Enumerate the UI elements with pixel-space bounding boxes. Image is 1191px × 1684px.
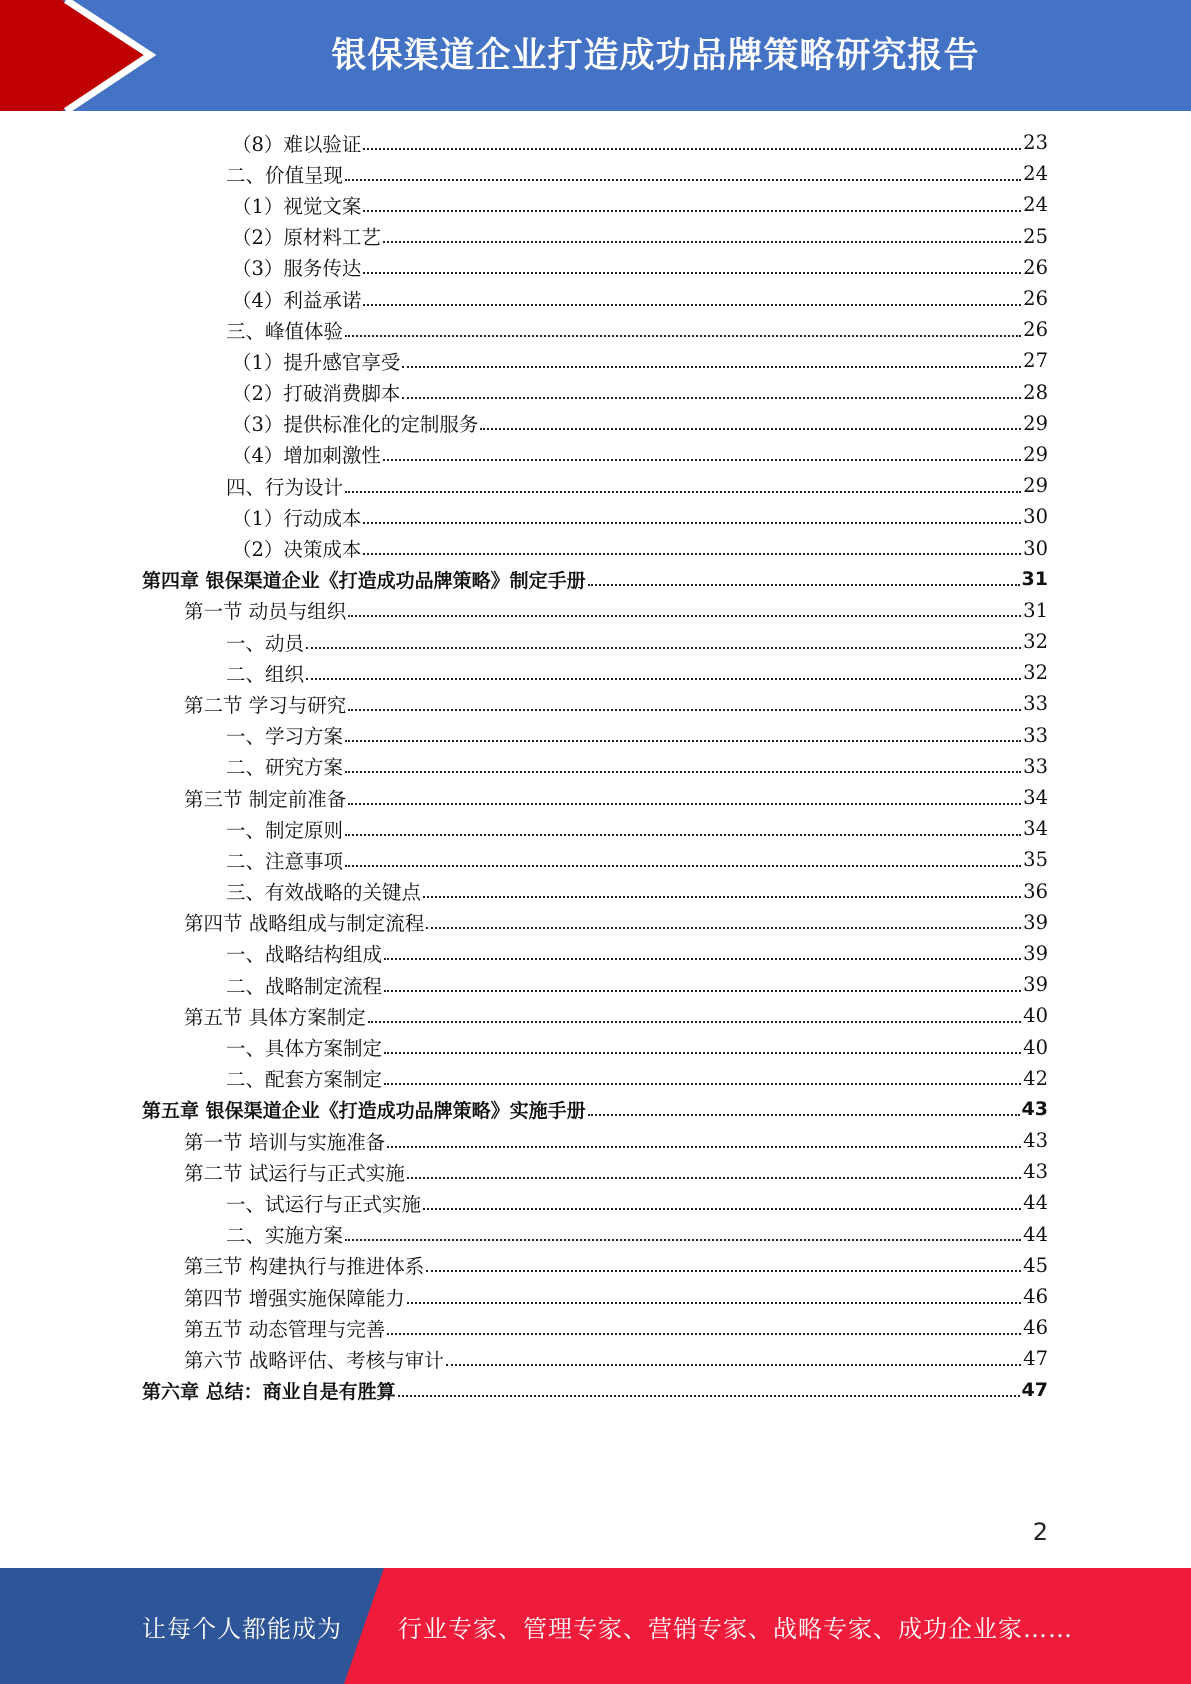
toc-entry-title: 二、研究方案 <box>226 756 344 780</box>
toc-entry-title: 二、注意事项 <box>226 849 344 873</box>
toc-entry-title: （1）行动成本 <box>232 506 362 530</box>
toc-entry-page: 29 <box>1023 442 1048 466</box>
toc-entry[interactable] <box>142 688 1048 719</box>
toc-dot-leader <box>480 428 1021 430</box>
toc-entry-page: 23 <box>1023 131 1048 155</box>
toc-entry[interactable] <box>142 1031 1048 1062</box>
toc-entry[interactable] <box>142 1343 1048 1374</box>
toc-entry-page: 30 <box>1023 505 1048 529</box>
toc-entry-page: 44 <box>1023 1222 1048 1246</box>
toc-dot-leader <box>363 304 1021 306</box>
toc-dot-leader <box>348 615 1021 617</box>
toc-dot-leader <box>446 1364 1021 1366</box>
toc-entry[interactable] <box>142 252 1048 283</box>
toc-dot-leader <box>306 647 1021 649</box>
toc-entry[interactable] <box>142 127 1048 158</box>
toc-entry-title: 四、行为设计 <box>226 475 344 499</box>
footer-slogan-left: 让每个人都能成为 <box>142 1614 342 1643</box>
toc-dot-leader <box>345 771 1021 773</box>
toc-entry[interactable] <box>142 657 1048 688</box>
toc-entry-title: 一、动员 <box>226 631 305 655</box>
toc-dot-leader <box>426 927 1021 929</box>
toc-entry-title: 一、战略结构组成 <box>226 943 383 967</box>
page-header <box>0 0 1191 111</box>
toc-dot-leader <box>345 740 1021 742</box>
page-footer <box>0 1568 1191 1684</box>
toc-entry[interactable] <box>142 221 1048 252</box>
toc-dot-leader <box>423 896 1021 898</box>
toc-dot-leader <box>387 1146 1021 1148</box>
toc-entry[interactable] <box>142 501 1048 532</box>
toc-entry-page: 43 <box>1023 1129 1048 1153</box>
toc-entry-page: 40 <box>1023 1035 1048 1059</box>
toc-entry-title: （2）打破消费脚本 <box>232 382 401 406</box>
toc-entry[interactable] <box>142 1063 1048 1094</box>
toc-entry-page: 30 <box>1023 536 1048 560</box>
toc-dot-leader <box>306 678 1021 680</box>
toc-entry-page: 31 <box>1021 568 1048 591</box>
toc-entry-title: 二、战略制定流程 <box>226 974 383 998</box>
toc-dot-leader <box>368 1021 1021 1023</box>
toc-entry-page: 47 <box>1021 1379 1048 1402</box>
toc-entry-page: 34 <box>1023 786 1048 810</box>
toc-entry[interactable] <box>142 1281 1048 1312</box>
toc-entry-page: 36 <box>1023 879 1048 903</box>
toc-entry-title: 第三节 构建执行与推进体系 <box>184 1255 425 1279</box>
toc-dot-leader <box>426 1270 1021 1272</box>
toc-entry-title: 三、有效战略的关键点 <box>226 881 422 905</box>
toc-dot-leader <box>407 1302 1021 1304</box>
toc-entry-page: 31 <box>1023 598 1048 622</box>
toc-entry-title: 第六节 战略评估、考核与审计 <box>184 1348 444 1372</box>
toc-entry-page: 26 <box>1023 287 1048 311</box>
toc-dot-leader <box>588 1114 1020 1116</box>
toc-dot-leader <box>384 990 1021 992</box>
toc-dot-leader <box>402 366 1021 368</box>
toc-entry[interactable] <box>142 1156 1048 1187</box>
toc-entry-title: 二、实施方案 <box>226 1224 344 1248</box>
toc-entry-title: （1）提升感官享受 <box>232 350 401 374</box>
toc-dot-leader <box>363 522 1021 524</box>
toc-entry-title: 一、试运行与正式实施 <box>226 1192 422 1216</box>
toc-entry-page: 33 <box>1023 754 1048 778</box>
toc-entry[interactable] <box>142 1125 1048 1156</box>
toc-entry-page: 33 <box>1023 692 1048 716</box>
toc-entry[interactable] <box>142 720 1048 751</box>
toc-entry[interactable] <box>142 907 1048 938</box>
toc-dot-leader <box>384 1083 1021 1085</box>
toc-entry-title: 二、组织 <box>226 662 305 686</box>
toc-entry-page: 40 <box>1023 1004 1048 1028</box>
toc-entry-title: （3）服务传达 <box>232 257 362 281</box>
toc-entry[interactable] <box>142 938 1048 969</box>
toc-entry-page: 39 <box>1023 910 1048 934</box>
toc-entry-title: 一、学习方案 <box>226 725 344 749</box>
toc-entry-page: 45 <box>1023 1253 1048 1277</box>
toc-entry-title: 三、峰值体验 <box>226 319 344 343</box>
toc-entry-title: 第三节 制定前准备 <box>184 787 347 811</box>
toc-entry[interactable] <box>142 969 1048 1000</box>
toc-entry-page: 24 <box>1023 162 1048 186</box>
toc-dot-leader <box>384 958 1021 960</box>
toc-entry[interactable] <box>142 439 1048 470</box>
toc-entry-title: 第四节 战略组成与制定流程 <box>184 912 425 936</box>
toc-entry-title: （8）难以验证 <box>232 132 362 156</box>
toc-entry-title: （4）利益承诺 <box>232 288 362 312</box>
toc-entry-page: 46 <box>1023 1316 1048 1340</box>
toc-dot-leader <box>402 397 1021 399</box>
toc-dot-leader <box>345 179 1021 181</box>
toc-dot-leader <box>588 584 1020 586</box>
toc-entry-title: （2）决策成本 <box>232 538 362 562</box>
toc-dot-leader <box>387 1333 1021 1335</box>
toc-entry[interactable] <box>142 470 1048 501</box>
toc-dot-leader <box>383 459 1021 461</box>
toc-dot-leader <box>383 241 1021 243</box>
toc-entry[interactable] <box>142 844 1048 875</box>
table-of-contents <box>142 127 1048 1406</box>
toc-entry[interactable] <box>142 189 1048 220</box>
toc-entry-page: 34 <box>1023 817 1048 841</box>
toc-entry-title: 二、配套方案制定 <box>226 1068 383 1092</box>
toc-entry-title: （3）提供标准化的定制服务 <box>232 413 479 437</box>
toc-entry-page: 44 <box>1023 1191 1048 1215</box>
toc-entry-title: （2）原材料工艺 <box>232 226 381 250</box>
toc-dot-leader <box>407 1177 1021 1179</box>
toc-entry-title: 第六章 总结：商业自是有胜算 <box>142 1380 396 1403</box>
toc-entry-page: 28 <box>1023 380 1048 404</box>
toc-dot-leader <box>398 1395 1020 1397</box>
toc-entry-page: 43 <box>1021 1098 1048 1121</box>
toc-dot-leader <box>363 210 1021 212</box>
toc-dot-leader <box>384 1052 1021 1054</box>
toc-entry-page: 27 <box>1023 349 1048 373</box>
toc-entry-title: 第四节 增强实施保障能力 <box>184 1286 405 1310</box>
toc-entry[interactable] <box>142 1000 1048 1031</box>
toc-entry[interactable] <box>142 1375 1048 1406</box>
report-title: 银保渠道企业打造成功品牌策略研究报告 <box>331 35 980 76</box>
toc-entry[interactable] <box>142 813 1048 844</box>
toc-entry-page: 46 <box>1023 1285 1048 1309</box>
toc-entry-page: 35 <box>1023 848 1048 872</box>
toc-entry-title: 第五节 动态管理与完善 <box>184 1317 386 1341</box>
toc-entry[interactable] <box>142 158 1048 189</box>
toc-entry[interactable] <box>142 876 1048 907</box>
toc-entry-page: 25 <box>1023 224 1048 248</box>
toc-entry-page: 33 <box>1023 723 1048 747</box>
toc-entry-page: 32 <box>1023 661 1048 685</box>
toc-entry[interactable] <box>142 283 1048 314</box>
toc-entry[interactable] <box>142 595 1048 626</box>
toc-dot-leader <box>345 834 1021 836</box>
toc-dot-leader <box>423 1208 1021 1210</box>
toc-entry-page: 29 <box>1023 411 1048 435</box>
toc-entry-page: 26 <box>1023 318 1048 342</box>
toc-entry-title: （4）增加刺激性 <box>232 444 381 468</box>
toc-entry-title: 二、价值呈现 <box>226 163 344 187</box>
toc-dot-leader <box>345 335 1021 337</box>
toc-dot-leader <box>348 803 1021 805</box>
toc-entry-title: 一、制定原则 <box>226 818 344 842</box>
toc-entry-title: 第五章 银保渠道企业《打造成功品牌策略》实施手册 <box>142 1099 586 1122</box>
toc-entry[interactable] <box>142 377 1048 408</box>
toc-entry[interactable] <box>142 626 1048 657</box>
toc-entry-title: 一、具体方案制定 <box>226 1037 383 1061</box>
toc-entry-page: 29 <box>1023 474 1048 498</box>
toc-dot-leader <box>363 148 1021 150</box>
toc-entry-page: 26 <box>1023 255 1048 279</box>
toc-entry[interactable] <box>142 1187 1048 1218</box>
page-number: 2 <box>1032 1518 1048 1546</box>
toc-entry-title: 第二节 试运行与正式实施 <box>184 1161 405 1185</box>
toc-entry-title: 第四章 银保渠道企业《打造成功品牌策略》制定手册 <box>142 569 586 592</box>
toc-entry-page: 24 <box>1023 193 1048 217</box>
toc-entry-title: 第五节 具体方案制定 <box>184 1005 366 1029</box>
toc-entry-page: 39 <box>1023 973 1048 997</box>
toc-dot-leader <box>363 553 1021 555</box>
toc-entry-title: 第二节 学习与研究 <box>184 693 347 717</box>
toc-entry[interactable] <box>142 782 1048 813</box>
toc-dot-leader <box>345 1239 1021 1241</box>
toc-entry-title: （1）视觉文案 <box>232 194 362 218</box>
toc-entry-page: 39 <box>1023 941 1048 965</box>
toc-entry-page: 42 <box>1023 1066 1048 1090</box>
toc-entry[interactable] <box>142 1094 1048 1125</box>
toc-entry[interactable] <box>142 1219 1048 1250</box>
footer-slogan-right: 行业专家、管理专家、营销专家、战略专家、成功企业家…… <box>398 1614 1073 1643</box>
toc-entry[interactable] <box>142 1312 1048 1343</box>
toc-entry[interactable] <box>142 408 1048 439</box>
header-red-chevron <box>0 0 146 111</box>
toc-entry[interactable] <box>142 751 1048 782</box>
toc-entry[interactable] <box>142 532 1048 563</box>
toc-entry-title: 第一节 培训与实施准备 <box>184 1130 386 1154</box>
toc-entry[interactable] <box>142 564 1048 595</box>
toc-entry-page: 32 <box>1023 630 1048 654</box>
toc-entry-title: 第一节 动员与组织 <box>184 600 347 624</box>
toc-entry-page: 47 <box>1023 1347 1048 1371</box>
toc-dot-leader <box>348 709 1021 711</box>
toc-dot-leader <box>363 272 1021 274</box>
toc-entry[interactable] <box>142 314 1048 345</box>
toc-dot-leader <box>345 491 1021 493</box>
toc-entry-page: 43 <box>1023 1160 1048 1184</box>
toc-entry[interactable] <box>142 345 1048 376</box>
toc-dot-leader <box>345 865 1021 867</box>
toc-entry[interactable] <box>142 1250 1048 1281</box>
